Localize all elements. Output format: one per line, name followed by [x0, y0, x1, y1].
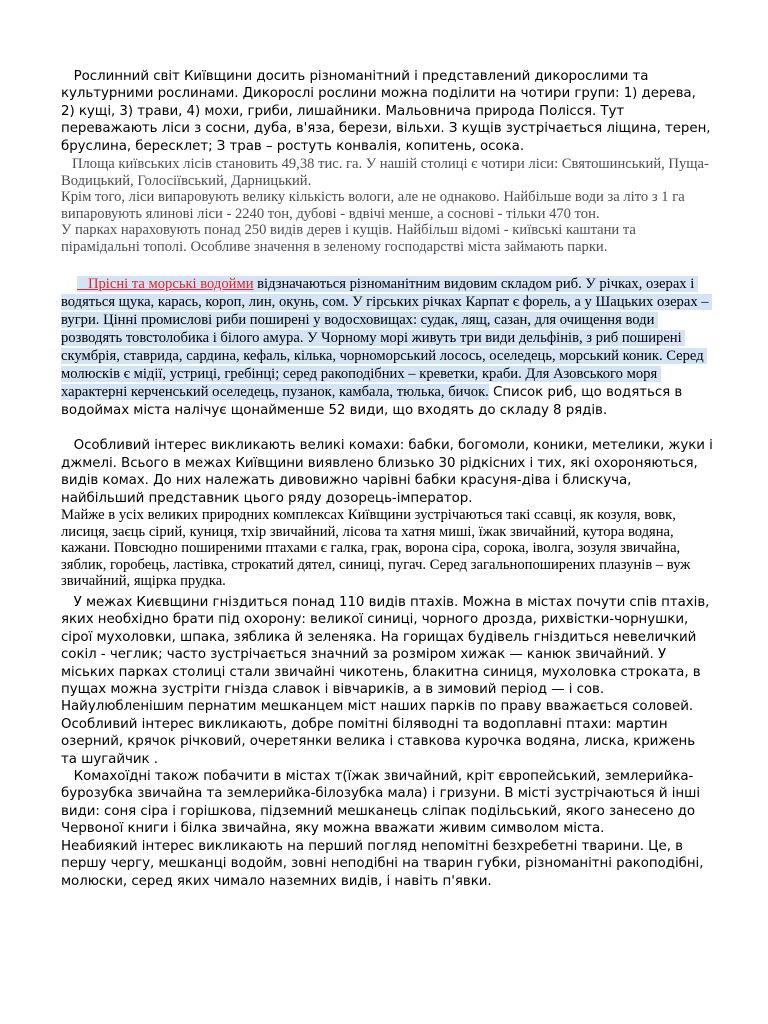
- paragraph-mammals: Майже в усіх великих природних комплексах Київщини зустрічаються такі ссавці, як козуля, вовк, лисиця, заєць сірий, куниця, тхір звичайний, лісова та хатня миші, їжак звичайний, кутора водяна, кажани. Повсюдно поширеними птахами є галка, грак, ворона сіра, сорока, іволга, зозуля звичайна, зяблик, горобець, ластівка, строкатий дятел, синиці, пугач. Серед загальнопоширених плазунів – вуж звичайний, ящірка прудка.: [61, 507, 691, 590]
- fish-highlighted-text: відзначаються різноманітним видовим складом риб. У річках, озерах і водяться щука, карась, короп, лин, окунь, сом. У гірських річках Карпат є форель, а у Шацьких озерах – вугри. Цінні промислові риби поширені у водосховищах: судак, лящ, сазан, для очищення води розводять товстолобика і білого амура. У Чорному морі живуть три види дельфінів, з риб поширені скумбрія, ставрида, сардина, кефаль, кілька, чорноморський лосось, оселедець, морський коник. Серед молюсків є мідії, устриці, гребінці; серед ракоподібних – креветки, краби. Для Азовського моря характерні керченський оселедець, пузанок, камбала, тюлька, бичок.: [61, 275, 713, 400]
- paragraph-birds: У межах Києвщини гніздиться понад 110 видів птахів. Можна в містах почути спів птахів, яких необхідно брати під охорону: великої синиці, чорного дрозда, рихвістки-чорнушки, сірої мухоловки, шпака, зяблика й зеленяка. На горищах будівель гніздиться невеличкий сокіл - чеглик; часто зустрічається значний за розміром хижак — канюк звичайний. У міських парках столиці стали звичайні чикотень, блакитна синиця, мухоловка строката, в пущах можна зустріти гнізда славок і вівчариків, а в зимовий період — і сов. Найулюбленішим пернатим мешканцем міст наших парків по праву вважається соловей. Особливий інтерес викликають, добре помітні біляводні та водоплавні птахи: мартин озерний, крячок річковий, очеретянки велика і ставкова курочка водяна, лиска, крижень та шугайчик .: [61, 595, 714, 767]
- paragraph-invertebrates: Неабиякий інтерес викликають на перший погляд непомітні безхребетні тварини. Це, в першу чергу, мешканці водойм, зовні неподібні на тварин губки, різноманітні ракоподібні, молюски, серед яких чимало наземних видів, і навіть п'явки.: [61, 838, 704, 889]
- paragraph-forests-moisture: Крім того, ліси випаровують велику кількість вологи, але не однаково. Найбільше води за літо з 1 га випаровують ялинові ліси - 2240 тон, дубові - вдвічі менше, а соснові - тільки 470 тон.: [61, 189, 685, 222]
- paragraph-flora: Рослинний світ Київщини досить різноманітний і представлений дикорослими та культурними рослинами. Дикорослі рослини можна поділити на чотири групи: 1) дерева, 2) кущі, 3) трави, 4) мохи, гриби, лишайники. Мальовнича природа Полісся. Тут переважають ліси з сосни, дуба, в'яза, берези, вільхи. З кущів зустрічається ліщина, терен, бруслина, бересклет; З трав – ростуть конвалія, копитень, осока.: [61, 69, 715, 154]
- fish-tail-text: Список риб, що водяться в водоймах міста налічує щонайменше 52 види, що входять до складу 8 рядів.: [61, 384, 687, 418]
- document-page: [61, 68, 718, 890]
- paragraph-parks: У парках нараховують понад 250 видів дерев і кущів. Найбільш відомі - київські каштани та пірамідальні тополі. Особливе значення в зеленому господарстві міста займають парки.: [61, 222, 636, 255]
- paragraph-insectivores: Комахоїдні також побачити в містах т(їжак звичайний, кріт європейський, землерийка-бурозубка звичайна та землерийка-білозубка мала) і гризуни. В місті зустрічаються й інші види: соня сіра і горішкова, підземний мешканець сліпак подільський, якого занесено до Червоної книги і білка звичайна, яку можна вважати живим символом міста.: [61, 769, 705, 837]
- fish-highlight: [61, 276, 712, 400]
- paragraph-insects: Особливий інтерес викликають великі комахи: бабки, богомоли, коники, метелики, жуки і джмелі. Всього в межах Київщини виявлено близько 30 рідкісних і тих, які охороняються, видів комах. До них належать дивовижно чарівні бабки красуня-діва і блискуча, найбільший представник цього ряду дозорець-імператор.: [61, 438, 718, 506]
- paragraph-forests-area: Площа київських лісів становить 49,38 тис. га. У нашій столиці є чотири ліси: Святошинський, Пуща-Водицький, Голосіївський, Дарницький.: [61, 156, 709, 189]
- water-bodies-link[interactable]: Прісні та морські водойми: [77, 275, 254, 292]
- paragraph-fish: [61, 257, 713, 438]
